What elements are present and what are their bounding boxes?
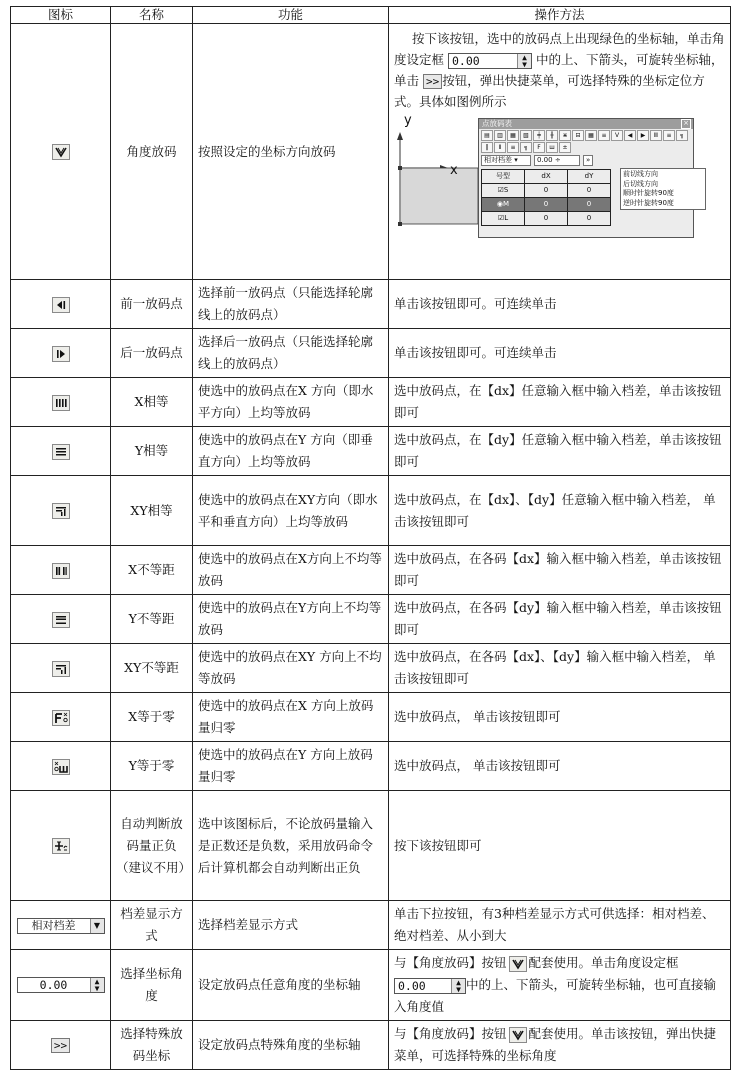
op-text: 中的上、下箭头，可旋转坐标轴，单击 bbox=[394, 52, 724, 88]
function-cell: 选中该图标后，不论放码量输入是正数还是负数，采用放码命令后计算机都会自动判断出正负 bbox=[193, 791, 389, 901]
special-coord-button[interactable]: » bbox=[583, 155, 593, 166]
tool-icon[interactable]: ≡ bbox=[598, 130, 610, 141]
name-cell: X不等距 bbox=[111, 546, 193, 595]
xy-equal-icon[interactable]: ╗ bbox=[676, 130, 688, 141]
prev-grade-point-icon[interactable] bbox=[52, 297, 70, 313]
name-cell: Y等于零 bbox=[111, 742, 193, 791]
x-equal-icon[interactable]: Ⅲ bbox=[650, 130, 662, 141]
name-cell: 后一放码点 bbox=[111, 329, 193, 378]
angle-spinbox[interactable] bbox=[448, 53, 532, 69]
header-operation: 操作方法 bbox=[389, 7, 731, 24]
grid-header: dY bbox=[568, 170, 611, 184]
panel-title-bar bbox=[479, 119, 693, 129]
function-cell: 选择档差显示方式 bbox=[193, 901, 389, 950]
table-row bbox=[11, 644, 731, 693]
name-cell: XY不等距 bbox=[111, 644, 193, 693]
step-mode-combo[interactable]: 相对档差 ▾ bbox=[481, 155, 531, 166]
name-cell: 档差显示方式 bbox=[111, 901, 193, 950]
operation-cell: 选中放码点，在各码【dy】输入框中输入档差，单击该按钮即可 bbox=[389, 595, 731, 644]
name-cell: Y不等距 bbox=[111, 595, 193, 644]
table-row bbox=[11, 546, 731, 595]
size-cell: ◉M bbox=[482, 198, 525, 212]
axis-x-label: x bbox=[450, 163, 458, 178]
name-cell: X相等 bbox=[111, 378, 193, 427]
operation-cell: 选中放码点， 单击该按钮即可 bbox=[389, 693, 731, 742]
operation-cell bbox=[389, 24, 731, 280]
table-row bbox=[11, 280, 731, 329]
name-cell: 自动判断放码量正负（建议不用） bbox=[111, 791, 193, 901]
table-row bbox=[11, 742, 731, 791]
menu-item-tangent-back[interactable]: 后切线方向 bbox=[623, 179, 658, 188]
operation-cell: 按下该按钮即可 bbox=[389, 791, 731, 901]
angle-value: 0.00 bbox=[452, 53, 480, 68]
grid-row[interactable] bbox=[482, 212, 611, 226]
operation-cell: 选中放码点，在各码【dx】输入框中输入档差，单击该按钮即可 bbox=[389, 546, 731, 595]
auto-sign-icon[interactable]: ± bbox=[559, 142, 571, 153]
table-row bbox=[11, 901, 731, 950]
prev-grade-point-icon[interactable]: ◀ bbox=[624, 130, 636, 141]
copy-icon[interactable]: ▤ bbox=[481, 130, 493, 141]
auto-sign-icon[interactable] bbox=[52, 838, 70, 854]
table-row bbox=[11, 427, 731, 476]
context-menu bbox=[620, 168, 706, 210]
dy-cell[interactable]: 0 bbox=[568, 212, 611, 226]
table-row bbox=[11, 378, 731, 427]
y-unequal-icon[interactable] bbox=[52, 612, 70, 628]
size-cell: ☑S bbox=[482, 184, 525, 198]
operation-cell: 选中放码点， 单击该按钮即可 bbox=[389, 742, 731, 791]
x-unequal-icon[interactable]: ‖ bbox=[481, 142, 493, 153]
xy-equal-icon[interactable] bbox=[52, 503, 70, 519]
menu-item-rotate-cw[interactable]: 顺时针旋转90度 bbox=[623, 189, 674, 197]
menu-item-tangent-front[interactable]: 前切线方向 bbox=[623, 170, 658, 178]
grade-grid bbox=[481, 169, 611, 226]
function-cell: 使选中的放码点在Y 方向（即垂直方向）上均等放码 bbox=[193, 427, 389, 476]
function-cell: 使选中的放码点在XY 方向上不均等放码 bbox=[193, 644, 389, 693]
table-row bbox=[11, 693, 731, 742]
spin-arrows-icon[interactable]: ▲ ▼ bbox=[451, 979, 465, 993]
xy-unequal-icon[interactable] bbox=[52, 661, 70, 677]
angle-grade-icon[interactable]: V bbox=[611, 130, 623, 141]
y-unequal-icon[interactable]: ≡ bbox=[507, 142, 519, 153]
next-grade-point-icon[interactable]: ▶ bbox=[637, 130, 649, 141]
step-display-combo[interactable]: 相对档差 ▼ bbox=[17, 918, 105, 934]
dy-cell[interactable]: 0 bbox=[568, 184, 611, 198]
x-zero-icon[interactable] bbox=[52, 710, 70, 726]
name-cell: Y相等 bbox=[111, 427, 193, 476]
header-icon: 图标 bbox=[11, 7, 111, 24]
x-zero-icon[interactable]: F bbox=[533, 142, 545, 153]
spin-arrows-icon[interactable]: ▲ ▼ bbox=[517, 54, 531, 68]
next-grade-point-icon[interactable] bbox=[52, 346, 70, 362]
paste-icon[interactable]: ▥ bbox=[494, 130, 506, 141]
table-row bbox=[11, 950, 731, 1021]
tool-reference-table bbox=[10, 6, 731, 1070]
grid-header: 号型 bbox=[482, 170, 525, 184]
angle-grade-icon[interactable] bbox=[52, 144, 70, 160]
example-figure bbox=[394, 113, 725, 238]
name-cell: 选择特殊放码坐标 bbox=[111, 1021, 193, 1070]
header-function: 功能 bbox=[193, 7, 389, 24]
function-cell: 使选中的放码点在Y 方向上放码量归零 bbox=[193, 742, 389, 791]
panel-title: 点放码表 bbox=[482, 119, 512, 128]
dx-cell[interactable]: 0 bbox=[525, 212, 568, 226]
tool-icon[interactable]: ╫ bbox=[546, 130, 558, 141]
dropdown-arrow-icon[interactable]: ▼ bbox=[90, 919, 104, 933]
table-row bbox=[11, 329, 731, 378]
panel-controls bbox=[479, 154, 693, 167]
function-cell: 设定放码点任意角度的坐标轴 bbox=[193, 950, 389, 1021]
operation-cell: 选中放码点，在【dy】任意输入框中输入档差，单击该按钮即可 bbox=[389, 427, 731, 476]
y-zero-icon[interactable]: ш bbox=[546, 142, 558, 153]
close-icon[interactable]: × bbox=[681, 119, 691, 129]
operation-cell: 与【角度放码】按钮 配套使用。单击角度设定框 0.00 ▲ ▼ 中的上、下箭头，可旋转坐标轴，也可直接输入角度值 bbox=[389, 950, 731, 1021]
x-unequal-icon[interactable] bbox=[52, 563, 70, 579]
grid-row[interactable] bbox=[482, 198, 611, 212]
name-cell: XY相等 bbox=[111, 476, 193, 546]
y-equal-icon[interactable] bbox=[52, 444, 70, 460]
function-cell: 选择前一放码点（只能选择轮廓线上的放码点） bbox=[193, 280, 389, 329]
spin-arrows-icon[interactable]: ▲ ▼ bbox=[90, 978, 104, 992]
name-cell: X等于零 bbox=[111, 693, 193, 742]
angle-spinbox[interactable]: 0.00 ▲ ▼ bbox=[17, 977, 105, 993]
dx-cell[interactable]: 0 bbox=[525, 198, 568, 212]
angle-spinbox[interactable]: 0.00 ÷ bbox=[534, 155, 580, 166]
tool-icon[interactable]: ▦ bbox=[507, 130, 519, 141]
table-row bbox=[11, 595, 731, 644]
size-cell: ☑L bbox=[482, 212, 525, 226]
header-name: 名称 bbox=[111, 7, 193, 24]
tool-icon[interactable]: ╪ bbox=[533, 130, 545, 141]
operation-cell: 与【角度放码】按钮 配套使用。单击该按钮，弹出快捷菜单，可选择特殊的坐标角度 bbox=[389, 1021, 731, 1070]
function-cell: 使选中的放码点在X 方向上放码量归零 bbox=[193, 693, 389, 742]
table-row bbox=[11, 791, 731, 901]
operation-cell: 选中放码点，在各码【dx】、【dy】输入框中输入档差， 单击该按钮即可 bbox=[389, 644, 731, 693]
y-equal-icon[interactable]: ≡ bbox=[663, 130, 675, 141]
operation-cell: 单击该按钮即可。可连续单击 bbox=[389, 280, 731, 329]
function-cell: 使选中的放码点在X方向上不均等放码 bbox=[193, 546, 389, 595]
function-cell: 使选中的放码点在X 方向（即水平方向）上均等放码 bbox=[193, 378, 389, 427]
x-unequal-icon[interactable]: Ⅱ bbox=[494, 142, 506, 153]
angle-grade-icon bbox=[509, 1027, 527, 1043]
grid-row[interactable] bbox=[482, 184, 611, 198]
angle-spinbox[interactable]: 0.00 ▲ ▼ bbox=[394, 978, 466, 994]
y-zero-icon[interactable] bbox=[52, 759, 70, 775]
table-row bbox=[11, 1021, 731, 1070]
operation-cell: 选中放码点，在【dx】任意输入框中输入档差，单击该按钮即可 bbox=[389, 378, 731, 427]
tool-icon[interactable]: ⋇ bbox=[559, 130, 571, 141]
function-cell: 按照设定的坐标方向放码 bbox=[193, 24, 389, 280]
axis-y-label: y bbox=[404, 113, 412, 128]
operation-cell: 单击该按钮即可。可连续单击 bbox=[389, 329, 731, 378]
function-cell: 使选中的放码点在Y方向上不均等放码 bbox=[193, 595, 389, 644]
function-cell: 使选中的放码点在XY方向（即水平和垂直方向）上均等放码 bbox=[193, 476, 389, 546]
tool-icon[interactable]: ▧ bbox=[520, 130, 532, 141]
panel-toolbar bbox=[479, 129, 693, 154]
op-text: 按下该按钮，选中的放码点上出现绿色的坐标轴，单击角度设定框 bbox=[394, 31, 725, 67]
operation-cell: 单击下拉按钮，有3种档差显示方式可供选择：相对档差、绝对档差、从小到大 bbox=[389, 901, 731, 950]
name-cell: 角度放码 bbox=[111, 24, 193, 280]
icon-cell bbox=[11, 24, 111, 280]
coordinate-axes bbox=[394, 116, 484, 238]
menu-item-rotate-ccw[interactable]: 逆时针旋转90度 bbox=[623, 198, 674, 207]
function-cell: 设定放码点特殊角度的坐标轴 bbox=[193, 1021, 389, 1070]
table-row bbox=[11, 24, 731, 280]
tool-icon[interactable]: ▦ bbox=[585, 130, 597, 141]
angle-grade-icon bbox=[509, 956, 527, 972]
name-cell: 选择坐标角度 bbox=[111, 950, 193, 1021]
special-coord-button[interactable]: >> bbox=[423, 74, 442, 89]
grid-header: dX bbox=[525, 170, 568, 184]
dy-cell[interactable]: 0 bbox=[568, 198, 611, 212]
function-cell: 选择后一放码点（只能选择轮廓线上的放码点） bbox=[193, 329, 389, 378]
name-cell: 前一放码点 bbox=[111, 280, 193, 329]
x-equal-icon[interactable] bbox=[52, 395, 70, 411]
dx-cell[interactable]: 0 bbox=[525, 184, 568, 198]
table-header-row bbox=[11, 7, 731, 24]
xy-unequal-icon[interactable]: ╗ bbox=[520, 142, 532, 153]
table-row bbox=[11, 476, 731, 546]
op-text: 按钮，弹出快捷菜单，可选择特殊的坐标定位方式。具体如图例所示 bbox=[394, 73, 705, 109]
tool-icon[interactable]: ⊟ bbox=[572, 130, 584, 141]
special-coord-button[interactable]: >> bbox=[51, 1038, 70, 1053]
operation-cell: 选中放码点，在【dx】、【dy】任意输入框中输入档差， 单击该按钮即可 bbox=[389, 476, 731, 546]
